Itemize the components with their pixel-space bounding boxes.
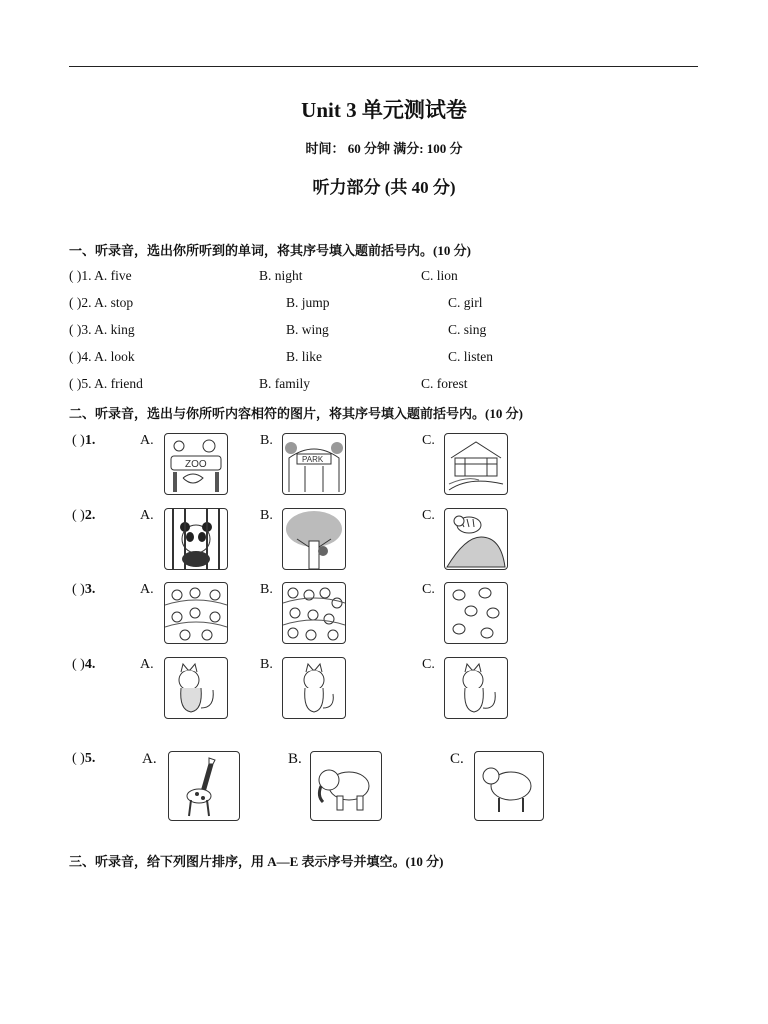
many-monkeys-picture xyxy=(282,582,346,644)
option-b-label: B. xyxy=(260,433,273,448)
option-a-label: A. xyxy=(142,751,157,767)
picture-question-5 xyxy=(72,751,632,823)
top-rule xyxy=(69,66,698,67)
option-b-label: B. xyxy=(260,582,273,597)
svg-text:ZOO: ZOO xyxy=(185,459,207,470)
question-5-option-a: ( )5. A. friend xyxy=(69,376,143,391)
option-b-label: B. xyxy=(260,657,273,672)
picture-question-2-number: ( )2. xyxy=(72,508,96,523)
park-gate-picture xyxy=(282,433,346,495)
question-3-option-c: C. sing xyxy=(448,322,487,337)
animal-in-tree-picture xyxy=(282,508,346,570)
tiger-on-rock-picture xyxy=(444,508,508,570)
part-title: 听力部分 (共 40 分) xyxy=(312,178,456,197)
picture-question-4-number: ( )4. xyxy=(72,657,96,672)
section-3-heading: 三、听录音，给下列图片排序，用 A—E 表示序号并填空。(10 分) xyxy=(69,854,444,869)
question-1-option-b: B. night xyxy=(259,268,303,283)
option-a-label: A. xyxy=(140,433,154,448)
option-b-label: B. xyxy=(288,751,302,767)
option-c-label: C. xyxy=(422,433,435,448)
question-4-option-c: C. listen xyxy=(448,349,494,364)
picture-question-5-number: ( )5. xyxy=(72,751,96,766)
option-c-label: C. xyxy=(422,582,435,597)
question-1-option-c: C. lion xyxy=(421,268,458,283)
section-1-heading: 一、听录音，选出你所听到的单词，将其序号填入题前括号内。(10 分) xyxy=(69,243,471,258)
option-b-label: B. xyxy=(260,508,273,523)
picture-question-1 xyxy=(72,433,632,499)
panda-in-cage-picture xyxy=(164,508,228,570)
picture-question-3 xyxy=(72,582,632,648)
question-3-option-b: B. wing xyxy=(286,322,329,337)
farm-house-picture xyxy=(444,433,508,495)
exam-info: 时间： 60 分钟 满分: 100 分 xyxy=(305,141,463,156)
cat-front-picture xyxy=(282,657,346,719)
picture-question-3-number: ( )3. xyxy=(72,582,96,597)
option-a-label: A. xyxy=(140,657,154,672)
question-3-option-a: ( )3. A. king xyxy=(69,322,135,337)
option-c-label: C. xyxy=(422,657,435,672)
question-4-option-a: ( )4. A. look xyxy=(69,349,135,364)
question-5-option-b: B. family xyxy=(259,376,310,391)
option-a-label: A. xyxy=(140,508,154,523)
sheep-picture xyxy=(474,751,544,821)
giraffe-picture xyxy=(168,751,240,821)
question-4-option-b: B. like xyxy=(286,349,322,364)
question-1-option-a: ( )1. A. five xyxy=(69,268,132,283)
page-title: Unit 3 单元测试卷 xyxy=(301,98,467,122)
option-c-label: C. xyxy=(422,508,435,523)
monkeys-group-picture xyxy=(164,582,228,644)
zoo-sign-picture xyxy=(164,433,228,495)
section-2-heading: 二、听录音，选出与你所听内容相符的图片，将其序号填入题前括号内。(10 分) xyxy=(69,406,523,421)
question-2-option-c: C. girl xyxy=(448,295,483,310)
question-5-option-c: C. forest xyxy=(421,376,468,391)
option-a-label: A. xyxy=(140,582,154,597)
option-c-label: C. xyxy=(450,751,464,767)
picture-question-1-number: ( )1. xyxy=(72,433,96,448)
question-2-option-a: ( )2. A. stop xyxy=(69,295,134,310)
cat-side-picture xyxy=(444,657,508,719)
chickens-picture xyxy=(444,582,508,644)
cat-sitting-picture xyxy=(164,657,228,719)
question-2-option-b: B. jump xyxy=(286,295,330,310)
picture-question-2 xyxy=(72,508,632,574)
picture-question-4 xyxy=(72,657,632,723)
elephant-picture xyxy=(310,751,382,821)
svg-text:PARK: PARK xyxy=(302,455,324,464)
